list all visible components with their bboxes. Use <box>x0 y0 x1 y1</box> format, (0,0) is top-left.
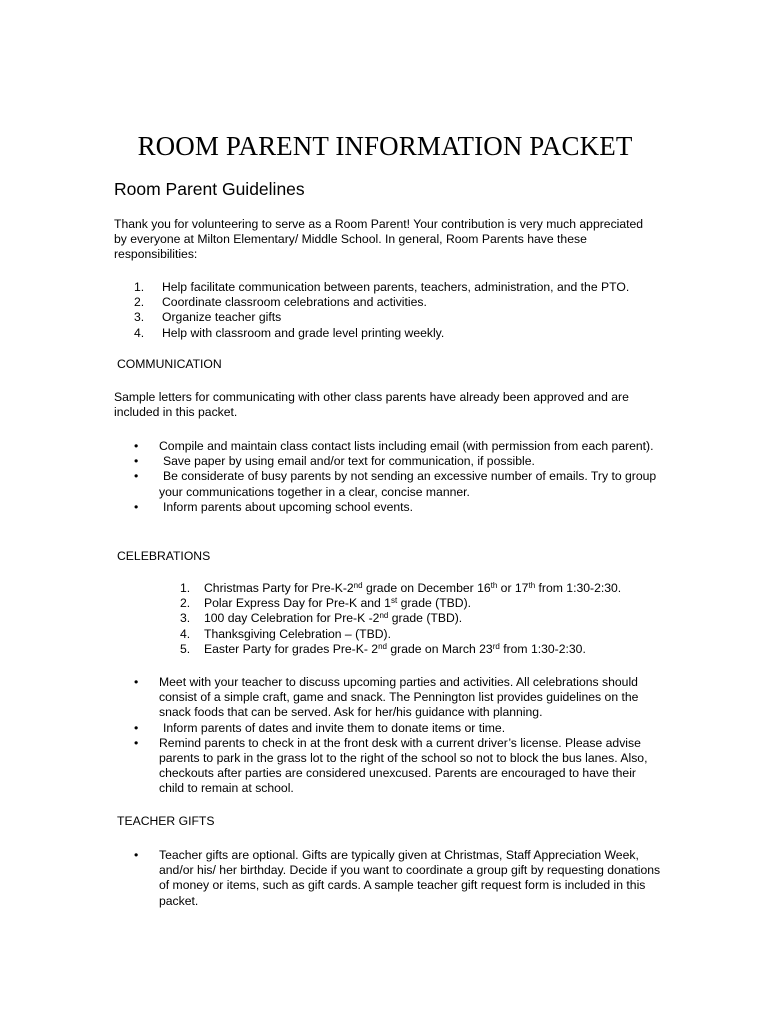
bullet-icon: • <box>134 439 139 453</box>
responsibilities-list <box>134 280 674 341</box>
list-item: • Inform parents of dates and invite them to donate items or time. <box>134 720 506 735</box>
celebration-events-list <box>180 581 650 657</box>
list-item: 1. Christmas Party for Pre-K-2nd grade on December 16th or 17th from 1:30-2:30. <box>180 581 622 595</box>
bullet-icon: • <box>134 720 139 735</box>
communication-heading: COMMUNICATION <box>117 357 222 371</box>
list-item: 3. Organize teacher gifts <box>134 310 282 325</box>
list-item: 5. Easter Party for grades Pre-K- 2nd grade on March 23rd from 1:30-2:30. <box>180 641 586 656</box>
communication-bullets <box>134 439 664 515</box>
intro-paragraph: Thank you for volunteering to serve as a Room Parent! Your contribution is very much appreciated by everyone at Milton Elementary/ Middle School. In general, Room Parents have these responsibilities: <box>114 217 644 262</box>
list-item: 1. Help facilitate communication between parents, teachers, administration, and the PTO. <box>134 280 630 294</box>
list-item: 4. Help with classroom and grade level printing weekly. <box>134 325 445 340</box>
teacher-gifts-bullets <box>134 848 664 909</box>
teacher-gifts-heading: TEACHER GIFTS <box>117 814 215 828</box>
communication-intro: Sample letters for communicating with other class parents have already been approved and are included in this packet. <box>114 390 629 420</box>
page-title: ROOM PARENT INFORMATION PACKET <box>137 131 633 161</box>
list-item: • Meet with your teacher to discuss upcoming parties and activities. All celebrations should consist of a simple craft, game and snack. The Pennington list provides guidelines on the snack foods that can be served. Ask for her/his guidance with planning. <box>134 675 639 720</box>
list-item: 3. 100 day Celebration for Pre-K -2nd grade (TBD). <box>180 611 463 626</box>
celebrations-heading: CELEBRATIONS <box>117 549 211 563</box>
bullet-icon: • <box>134 675 139 689</box>
list-item: 2. Coordinate classroom celebrations and activities. <box>134 295 427 310</box>
list-item: • Remind parents to check in at the front desk with a current driver’s license. Please advise parents to park in the grass lot to the right of the school so not to block the bus lanes. Also, checkouts after parties are considered unexcused. Parents are encouraged to have their child to remain at school. <box>134 735 648 796</box>
list-item: 4. Thanksgiving Celebration – (TBD). <box>180 626 391 641</box>
list-item: • Compile and maintain class contact lists including email (with permission from each parent). <box>134 439 654 453</box>
bullet-icon: • <box>134 848 139 862</box>
celebrations-bullets <box>134 675 664 797</box>
list-item: • Be considerate of busy parents by not sending an excessive number of emails. Try to group your communications together in a clear, concise manner. <box>134 469 657 499</box>
section-subtitle: Room Parent Guidelines <box>114 179 305 199</box>
list-item: • Inform parents about upcoming school events. <box>134 499 413 514</box>
list-item: 2. Polar Express Day for Pre-K and 1st grade (TBD). <box>180 596 472 611</box>
bullet-icon: • <box>134 735 139 750</box>
bullet-icon: • <box>134 469 139 484</box>
list-item: • Teacher gifts are optional. Gifts are typically given at Christmas, Staff Appreciation Week, and/or his/ her birthday. Decide if you want to coordinate a group gift by requesting donations of money or items, such as gift cards. A sample teacher gift request form is included in this packet. <box>134 848 661 908</box>
bullet-icon: • <box>134 499 139 514</box>
list-item: • Save paper by using email and/or text for communication, if possible. <box>134 454 535 469</box>
bullet-icon: • <box>134 454 139 469</box>
